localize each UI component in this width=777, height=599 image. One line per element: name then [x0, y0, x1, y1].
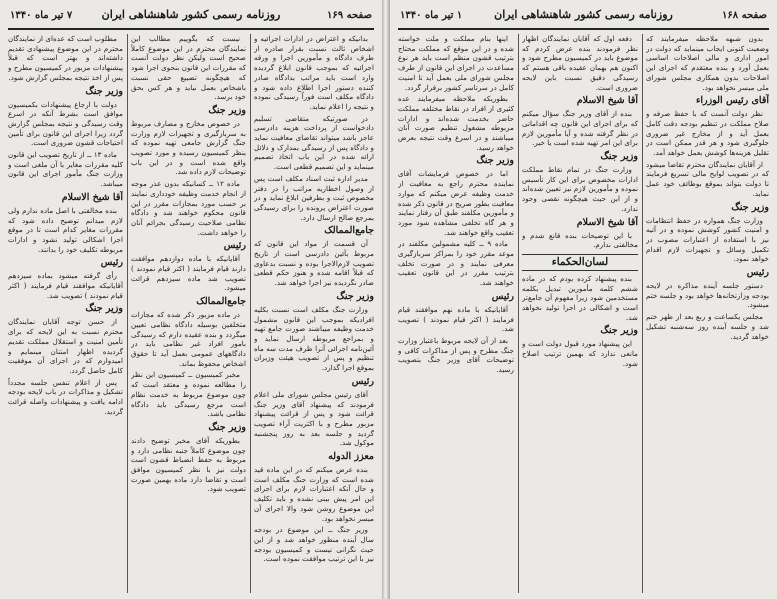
speaker-heading: وزیر جنگ — [208, 421, 246, 433]
article-paragraph: مدیر اداره ثبت اسناد مکلف است پس از وصول اخطاریه مراتب را در دفتر مخصوص ثبت و بطرفین ابلاغ نماید و در صورت اعتراض پرونده را برای رسیدگی بمرجع صالح ارسال دارد. — [254, 173, 374, 222]
speaker-heading: وزیر جنگ — [600, 325, 638, 337]
speaker-heading: رئیس — [100, 257, 123, 269]
article-paragraph: از آقایان نمایندگان محترم تقاضا میشود که در تصویب لوایح مالی تسریع فرمایند تا دولت بتواند بموقع بوظائف خود عمل نماید. — [646, 159, 769, 198]
right-page-column-3 — [398, 34, 514, 593]
article-paragraph: بطوریکه آقای مخبر توضیح دادند چون موضوع کاملاً جنبه نظامی دارد و مربوط به حفظ انضباط قشون است دولت نیز با نظر کمیسیون موافق است و تقاضا دارد ماده بهمین صورت تصویب شود. — [131, 435, 246, 494]
column-divider — [250, 34, 251, 593]
article-paragraph: در خصوص مخارج و مصارف مربوط به سربازگیری و تجهیزات لازم وزارت جنگ گزارش جامعی تهیه نموده که بنظر کمیسیون رسیده و مورد تصویب واقع شده است و در این باب توضیحات لازم داده شد. — [131, 118, 246, 177]
article-paragraph: رأی گرفته میشود بماده سیزدهم آقایانیکه موافقند قیام فرمایند ( اکثر قیام نمودند ) تصویب شد. — [8, 271, 123, 300]
left-page-header — [8, 6, 374, 30]
article-paragraph: نیست که بگوییم مطالب این نمایندگان محترم در این موضوع کاملاً صحیح است ولیکن نظر دولت آنست که مقررات این قانون بنحوی اجرا شود که هیچگونه تضییع حقی نسبت باشخاص بعمل نیاید و هر کس بحق خود برسد. — [131, 34, 246, 102]
article-paragraph: بدانیکه و اعتراض در ادارات اجرائیه و اشخاص ثالث نسبت بقرار صادره از طرف دادگاه و مأمورین اجرا و ورقه اجرائیه که بموجب قانون ابلاغ گردیده وارد است باید مراتب بدادگاه صادر کننده دستور اجرا اطلاع داده شود و دادگاه مکلف است فوراً رسیدگی نموده و نتیجه را اعلام نماید. — [254, 34, 374, 111]
speaker-heading: جامع‌الممالک — [196, 296, 246, 308]
article-paragraph: دولت با ارجاع پیشنهادات بکمیسیون موافق است بشرط آنکه در اسرع وقت رسیدگی و نتیجه بمجلس گزارش گردد زیرا اجرای این قانون برای تأمین احتیاجات قشون ضروری است. — [8, 99, 123, 148]
article-paragraph: آقایانیکه با ماده دوازدهم موافقت دارند قیام فرمایند ( اکثر قیام نمودند ) تصویب شد ماده سیزدهم قرائت میشود. — [131, 254, 246, 293]
article-paragraph: پس از اعلام تنفس جلسه مجدداً تشکیل و مذاکرات در باب لایحه بودجه ادامه یافت و پیشنهادات واصله قرائت گردید. — [8, 377, 123, 416]
speaker-heading: آقا شیخ الاسلام — [576, 95, 638, 107]
speaker-heading: وزیر جنگ — [336, 290, 374, 302]
article-paragraph: وزیر جنگ ــ این موضوع در بودجه سال آینده منظور خواهد شد و از این حیث نگرانی نیست و کمیسیون بودجه نیز با این ترتیب موافقت نموده است. — [254, 525, 374, 564]
speaker-heading: وزیر جنگ — [600, 151, 638, 163]
speaker-heading: آقا شیخ الاسلام — [576, 216, 638, 228]
article-paragraph: نظر دولت آنست که با حفظ صرفه و صلاح مملکت در تنظیم بودجه دقت کامل بعمل آید و از مخارج غیر ضروری جلوگیری شود و هر قدر ممکن است در تقلیل هزینه‌ها کوشش بعمل خواهد آمد. — [646, 109, 769, 158]
right-page-header — [398, 6, 769, 30]
article-paragraph: در ماده مزبور ذکر شده که مجازات متخلفین بوسیله دادگاه نظامی تعیین میگردد و بنده عقیده دارم که رسیدگی بامور افراد غیر نظامی باید در دادگاههای عمومی بعمل آید تا حقوق اشخاص محفوظ بماند. — [131, 310, 246, 368]
article-paragraph: اینها بنام مملکت و ملت خواسته شده و در این موقع که مملکت محتاج بترتیب قشون منظم است باید هر نوع مساعدت در اجرای این قانون از طرف مجلس شورای ملی بعمل آید تا امنیت کامل در سرتاسر کشور برقرار گردد. — [398, 34, 514, 92]
article-paragraph: وزارت جنگ همواره در حفظ انتظامات و امنیت کشور کوشش نموده و در آتیه نیز با استفاده از اعتبارات مصوب در تکمیل وسائل و تجهیزات لازم اقدام خواهد نمود. — [646, 215, 769, 264]
article-paragraph: بنده پیشنهاد کرده بودم که در ماده ششم کلمه مأمورین تبدیل بکلمه مستخدمین شود زیرا مفهوم آن جامع‌تر است و اشکالی در اجرا تولید نخواهد شد. — [522, 273, 638, 322]
speaker-heading: وزیر جنگ — [85, 85, 123, 97]
article-paragraph: مطلوب است که عده‌ای از نمایندگان محترم در این موضوع پیشنهادی تقدیم داشته‌اند و بهتر است که قبلاً پیشنهادات مزبور در کمیسیون مطرح و پس از اخذ نتیجه بمجلس گزارش شود. — [8, 34, 123, 82]
article-paragraph: بدون شبهه ملاحظه میفرمایند که وضعیت کنونی ایجاب مینماید که دولت در امور اداری و مالی اصلاحات اساسی بعمل آورد و بنده معتقدم که اجرای این اصلاحات بدون همکاری مجلس شورای ملی میسر نخواهد بود. — [646, 34, 769, 92]
article-paragraph: بنده از آقای وزیر جنگ سؤال میکنم که برای اجرای این قانون چه اقداماتی در نظر گرفته شده و آیا مأمورین لازم برای این امر تهیه شده است یا خیر. — [522, 109, 638, 148]
article-paragraph: ماده ۱۲ ــ کسانیکه بدون عذر موجه از انجام خدمت وظیفه خودداری نمایند بر حسب مورد بمجازات مقرر در این قانون محکوم خواهند شد و دادگاه نظامی صلاحیت رسیدگی بجرائم آنان را خواهد داشت. — [131, 179, 246, 237]
article-paragraph: وزارت جنگ در تمام نقاط مملکت ادارات مخصوص برای این کار تأسیس نموده و مأمورین لازم نیز تعیین شده‌اند و از این حیث هیچگونه نقصی وجود ندارد. — [522, 165, 638, 213]
speaker-heading: جامع‌الممالک — [324, 225, 374, 237]
article-paragraph: اما در خصوص فرمایشات آقای نماینده محترم راجع به معافیت از خدمت وظیفه عرض میکنم که موارد معافیت بطور صریح در قانون ذکر شده و مأمورین مکلفند طبق آن رفتار نمایند و هر گاه تخلفی مشاهده شود مورد تعقیب واقع خواهند شد. — [398, 169, 514, 237]
speaker-heading: رئیس — [351, 375, 374, 387]
speaker-heading: وزیر جنگ — [85, 303, 123, 315]
article-paragraph: بطوریکه ملاحظه میفرمایند عده کثیری از افراد در نقاط مختلفه مملکت حاضر بخدمت شده‌اند و ادارات مربوطه مشغول تنظیم صورت آنان میباشند و در اسرع وقت نتیجه بعرض خواهد رسید. — [398, 94, 514, 152]
column-divider — [642, 34, 643, 593]
article-paragraph: این پیشنهاد مورد قبول دولت است و مانعی ندارد که بهمین ترتیب اصلاح شود. — [522, 339, 638, 368]
right-page-number: صفحه ۱۶۸ — [722, 10, 767, 21]
left-newspaper-page — [0, 0, 382, 599]
right-page-column-2 — [522, 34, 638, 593]
speaker-heading: رئیس — [223, 240, 246, 252]
speaker-heading: معزز الدوله — [328, 451, 374, 463]
article-paragraph: دستور جلسه آینده مذاکره در لایحه بودجه وزارتخانه‌ها خواهد بود و جلسه ختم میشود. — [646, 281, 769, 310]
left-page-number: صفحه ۱۶۹ — [327, 10, 372, 21]
speaker-heading: وزیر جنگ — [208, 104, 246, 116]
article-paragraph: وزارت جنگ مکلف است نسبت بکلیه افرادیکه بموجب این قانون مشمول خدمت وظیفه میباشند صورت جامع تهیه و بمراجع مربوطه ارسال نماید و آئین‌نامه اجرائی آنرا ظرف مدت سه ماه تنظیم و پس از تصویب هیئت وزیران بموقع اجرا گذارد. — [254, 304, 374, 373]
right-page-title: روزنامه رسمی کشور شاهنشاهی ایران — [494, 8, 673, 21]
left-page-column-2 — [131, 34, 246, 593]
left-page-title: روزنامه رسمی کشور شاهنشاهی ایران — [101, 8, 281, 21]
article-paragraph: بنده عرض میکنم که در این ماده قید شده است که وزارت جنگ مکلف است و حال آنکه اعتبارات لازم برای اجرای این امر پیش بینی نشده و باید تکلیف این موضوع روشن شود والا اجرای آن میسر نخواهد بود. — [254, 465, 374, 523]
article-paragraph: از حسن توجه آقایان نمایندگان محترم نسبت به این لایحه که برای تأمین امنیت و استقلال مملکت تقدیم گردیده اظهار امتنان مینمایم و امیدوارم که در اجرای آن موفقیت کامل حاصل گردد. — [8, 317, 123, 375]
article-paragraph: مجلس یکساعت و ربع بعد از ظهر ختم شد و جلسه آینده روز سه‌شنبه تشکیل خواهد گردید. — [646, 312, 769, 341]
column-divider — [127, 34, 128, 593]
speaker-heading: وزیر جنگ — [731, 201, 769, 213]
column-divider — [518, 34, 519, 593]
article-paragraph: مخبر کمیسیون ــ کمیسیون این نظر را مطالعه نموده و معتقد است که چون موضوع مربوط به خدمت نظام است مرجع رسیدگی باید دادگاه نظامی باشد. — [131, 370, 246, 419]
article-paragraph: بنده مخالفتی با اصل ماده ندارم ولی لازم میدانم توضیح داده شود که مقررات مغایر کدام است تا در موقع اجرا اشکالی تولید نشود و ادارات مربوطه تکلیف خود را بدانند. — [8, 205, 123, 254]
right-page-date: ۱ تیر ماه ۱۳۴۰ — [400, 10, 463, 21]
article-paragraph: ماده ۹ ــ کلیه مشمولین مکلفند در موعد مقرر خود را بمراکز سربازگیری معرفی نمایند و در صورت تخلف بترتیب مقرر در این قانون تعقیب خواهند شد. — [398, 239, 514, 288]
section-heading: لسان‌الحکماء — [522, 254, 638, 271]
left-page-date: ۷ تیر ماه ۱۳۴۰ — [10, 10, 73, 21]
article-paragraph: دفعه اول که آقایان نمایندگان اظهار نظر فرمودند بنده عرض کردم که موضوع باید در کمیسیون مطرح شود و اکنون هم بهمان عقیده باقی هستم که رسیدگی دقیق نسبت باین لایحه ضروری است. — [522, 34, 638, 92]
speaker-heading: رئیس — [491, 290, 514, 302]
article-paragraph: با این توضیحات بنده قانع شدم و مخالفتی ندارم. — [522, 230, 638, 250]
left-page-column-1 — [254, 34, 374, 593]
article-paragraph: در صورتیکه متقاضی تسلیم دادخواست از پرداخت هزینه دادرسی عاجز باشد میتواند تقاضای معافیت نماید و دادگاه پس از رسیدگی بمدارک و دلائل ارائه شده در این باب اتخاذ تصمیم مینماید و این تصمیم قطعی است. — [254, 113, 374, 172]
book-spine — [382, 0, 390, 599]
left-page-column-3 — [8, 34, 123, 593]
speaker-heading: وزیر جنگ — [476, 155, 514, 167]
article-paragraph: ماده ۱۳ ــ از تاریخ تصویب این قانون کلیه مقررات مغایر با آن ملغی است و وزارت جنگ مأمور اجرای این قانون میباشد. — [8, 150, 123, 189]
article-paragraph: بعد از آن لایحه مربوط باعتبار وزارت جنگ مطرح و پس از مذاکرات کافی و توضیحات آقای وزیر جنگ بتصویب رسید. — [398, 335, 514, 375]
right-page-column-1 — [646, 34, 769, 593]
speaker-heading: آقا شیخ الاسلام — [61, 191, 123, 203]
article-paragraph: آن قسمت از مواد این قانون که مربوط بآئین دادرسی است از تاریخ تصویب لازم‌الاجرا بوده و نسبت بدعاوی که قبلاً اقامه شده و هنوز حکم قطعی صادر نگردیده نیز اجرا خواهد شد. — [254, 239, 374, 288]
article-paragraph: آقای رئیس مجلس شورای ملی اعلام فرمودند که پیشنهاد آقای وزیر جنگ قرائت شود و پس از قرائت پیشنهاد مزبور مطرح و با اکثریت آراء تصویب گردید و جلسه بعد به روز پنجشنبه موکول شد. — [254, 389, 374, 448]
speaker-heading: رئیس — [746, 267, 769, 279]
article-paragraph: آقایانیکه با ماده نهم موافقند قیام فرمایند ( اکثر قیام نمودند ) تصویب شد. — [398, 304, 514, 334]
speaker-heading: آقای رئیس الوزراء — [695, 95, 769, 107]
right-newspaper-page — [390, 0, 777, 599]
